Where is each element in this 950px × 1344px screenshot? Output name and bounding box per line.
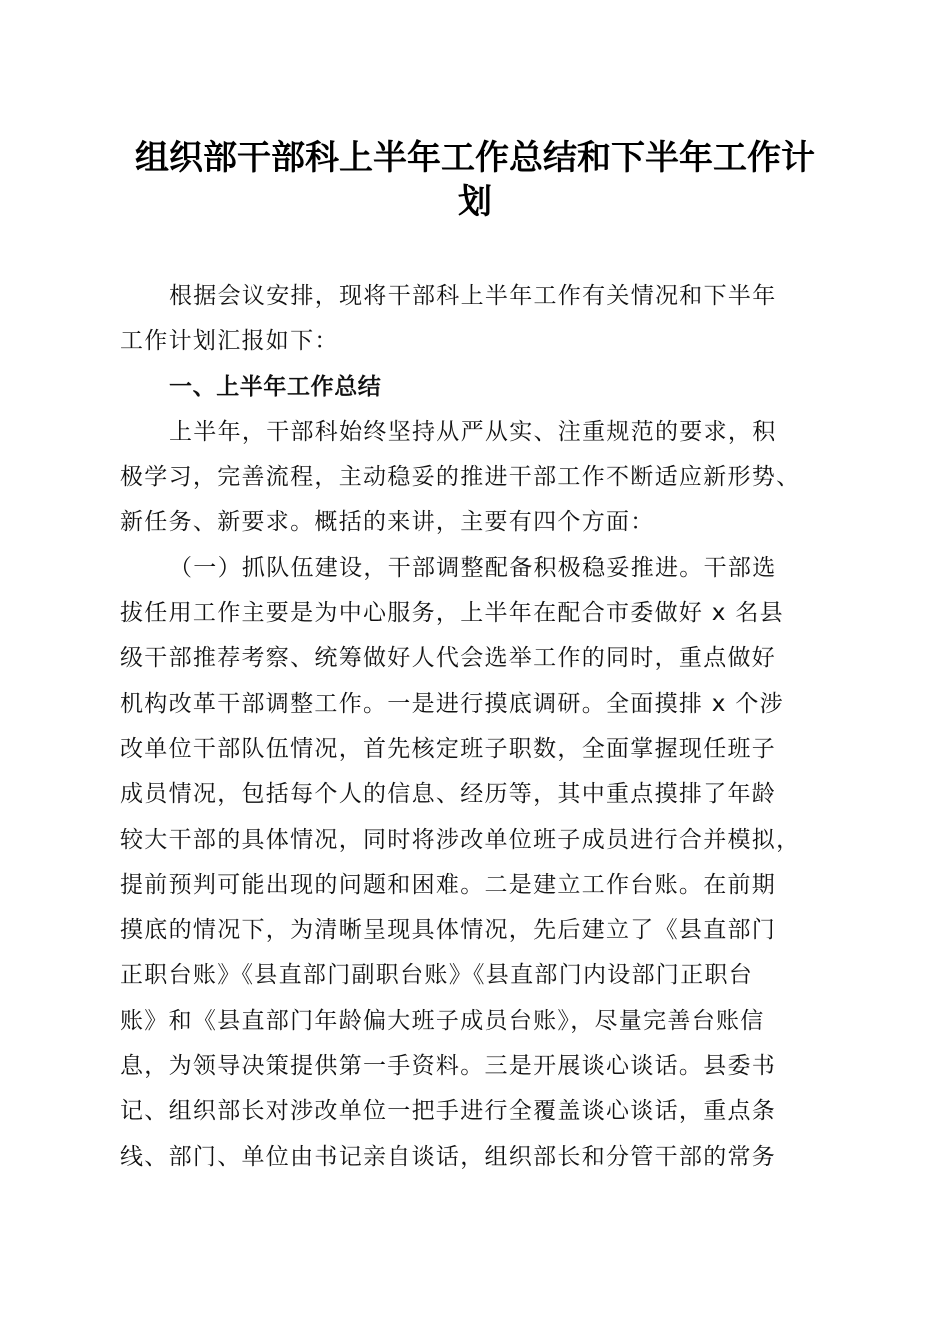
paragraph-point-one-line: 拔任用工作主要是为中心服务，上半年在配合市委做好 x 名县 bbox=[120, 600, 784, 627]
paragraph-point-one-line: 摸底的情况下，为清晰呈现具体情况，先后建立了《县直部门 bbox=[120, 917, 777, 944]
paragraph-point-one-line: 息，为领导决策提供第一手资料。三是开展谈心谈话。县委书 bbox=[120, 1053, 777, 1080]
paragraph-point-one-line: 成员情况，包括每个人的信息、经历等，其中重点摸排了年龄 bbox=[120, 781, 777, 808]
paragraph-point-one-line: 改单位干部队伍情况，首先核定班子职数，全面掌握现任班子 bbox=[120, 735, 777, 762]
paragraph-point-one-line: 线、部门、单位由书记亲自谈话，组织部长和分管干部的常务 bbox=[120, 1143, 777, 1170]
paragraph-summary-line: 新任务、新要求。概括的来讲，主要有四个方面： bbox=[120, 509, 655, 536]
paragraph-point-one-line: 较大干部的具体情况，同时将涉改单位班子成员进行合并模拟， bbox=[120, 826, 801, 853]
paragraph-point-one-line: 机构改革干部调整工作。一是进行摸底调研。全面摸排 x 个涉 bbox=[120, 690, 784, 717]
paragraph-point-one-line: 提前预判可能出现的问题和困难。二是建立工作台账。在前期 bbox=[120, 871, 777, 898]
paragraph-summary-line: 上半年，干部科始终坚持从严从实、注重规范的要求，积 bbox=[169, 418, 777, 445]
title-line-2: 划 bbox=[458, 182, 492, 222]
paragraph-intro-line: 工作计划汇报如下： bbox=[120, 328, 339, 355]
paragraph-intro-line: 根据会议安排，现将干部科上半年工作有关情况和下半年 bbox=[169, 283, 777, 309]
paragraph-point-one-line: 级干部推荐考察、统筹做好人代会选举工作的同时，重点做好 bbox=[120, 645, 777, 672]
document-title bbox=[100, 136, 850, 224]
title-line-1: 组织部干部科上半年工作总结和下半年工作计 bbox=[135, 138, 815, 178]
paragraph-point-one-line: 记、组织部长对涉改单位一把手进行全覆盖谈心谈话，重点条 bbox=[120, 1098, 777, 1125]
paragraph-summary-line: 极学习，完善流程，主动稳妥的推进干部工作不断适应新形势、 bbox=[120, 464, 801, 491]
paragraph-point-one-line: （一）抓队伍建设，干部调整配备积极稳妥推进。干部选 bbox=[169, 554, 777, 581]
paragraph-point-one-line: 账》和《县直部门年龄偏大班子成员台账》，尽量完善台账信 bbox=[120, 1007, 765, 1034]
paragraph-point-one-line: 正职台账》《县直部门副职台账》《县直部门内设部门正职台 bbox=[120, 962, 754, 989]
section-heading: 一、上半年工作总结 bbox=[169, 373, 382, 400]
document-body bbox=[120, 281, 840, 1187]
